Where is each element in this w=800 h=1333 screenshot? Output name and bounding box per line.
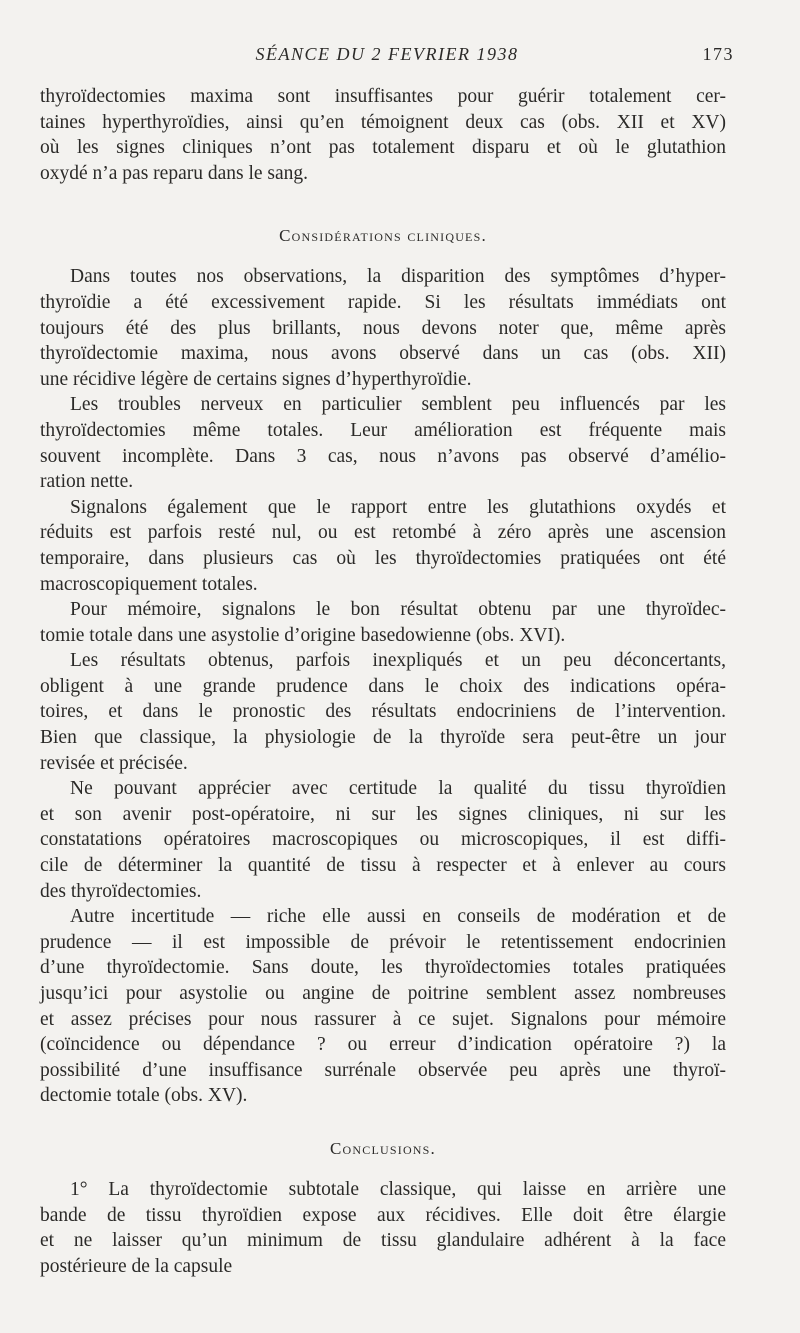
text-line: Bien que classique, la physiologie de la thyroïde sera peut-être un jour — [40, 727, 726, 749]
text-line: et assez précises pour nous rassurer à ce sujet. Signalons pour mémoire — [40, 1008, 726, 1030]
text-line: souvent incomplète. Dans 3 cas, nous n’avons pas observé d’amélio- — [40, 445, 726, 467]
text-line: Pour mémoire, signalons le bon résultat obtenu par une thyroïdec- — [70, 599, 726, 621]
text-line: postérieure de la capsule — [40, 1255, 233, 1277]
text-line: 1° La thyroïdectomie subtotale classique, qui laisse en arrière une — [70, 1178, 726, 1200]
text-line: Signalons également que le rapport entre les glutathions oxydés et — [70, 496, 726, 518]
text-line: dectomie totale (obs. XV). — [40, 1085, 248, 1107]
text-line: Les troubles nerveux en particulier semblent peu influencés par les — [70, 394, 726, 416]
paragraph — [40, 495, 726, 597]
text-line: et ne laisser qu’un minimum de tissu glandulaire adhérent à la face — [40, 1230, 726, 1252]
text-line: une récidive légère de certains signes d’hyperthyroïdie. — [40, 368, 472, 390]
text-line: possibilité d’une insuffisance surrénale observée peu après une thyroï- — [40, 1059, 726, 1081]
page-number: 173 — [702, 44, 734, 64]
text-line: Autre incertitude — riche elle aussi en conseils de modération et de — [70, 906, 726, 928]
paragraph — [40, 776, 726, 904]
text-line: où les signes cliniques n’ont pas totalement disparu et où le glutathion — [40, 137, 726, 159]
paragraph — [40, 264, 726, 392]
text-line: Ne pouvant apprécier avec certitude la qualité du tissu thyroïdien — [70, 778, 726, 800]
text-line: temporaire, dans plusieurs cas où les thyroïdectomies pratiquées ont été — [40, 547, 726, 569]
text-line: taines hyperthyroïdies, ainsi qu’en témoignent deux cas (obs. XII et XV) — [40, 111, 726, 133]
section-heading: Conclusions. — [330, 1138, 436, 1158]
text-line: jusqu’ici pour asystolie ou angine de poitrine semblent assez nombreuses — [40, 983, 726, 1004]
text-line: revisée et précisée. — [40, 752, 188, 774]
text-line: prudence — il est impossible de prévoir le retentissement endocrinien — [40, 931, 726, 953]
text-line: cile de déterminer la quantité de tissu à respecter et à enlever au cours — [40, 855, 726, 877]
section-heading: Considérations cliniques. — [279, 226, 487, 246]
text-line: toujours été des plus brillants, nous devons noter que, même après — [40, 317, 726, 339]
paragraph — [40, 904, 726, 1109]
text-line: Dans toutes nos observations, la disparition des symptômes d’hyper- — [70, 266, 726, 288]
text-line: bande de tissu thyroïdien expose aux récidives. Elle doit être élargie — [40, 1204, 726, 1226]
body-text — [40, 84, 726, 1279]
text-line: thyroïdectomies même totales. Leur amélioration est fréquente mais — [40, 419, 726, 441]
text-line: (coïncidence ou dépendance ? ou erreur d’indication opératoire ?) la — [40, 1034, 726, 1056]
text-line: obligent à une grande prudence dans le choix des indications opéra- — [40, 675, 726, 697]
text-line: ration nette. — [40, 471, 134, 493]
text-line: d’une thyroïdectomie. Sans doute, les thyroïdectomies totales pratiquées — [40, 957, 726, 979]
text-line: oxydé n’a pas reparu dans le sang. — [40, 162, 309, 184]
paragraph — [40, 392, 726, 494]
running-head — [40, 44, 734, 70]
text-line: Les résultats obtenus, parfois inexpliqués et un peu déconcertants, — [70, 650, 726, 672]
text-line: et son avenir post-opératoire, ni sur les signes cliniques, ni sur les — [40, 803, 726, 825]
text-line: constatations opératoires macroscopiques ou microscopiques, il est diffi- — [40, 829, 726, 851]
text-line: thyroïdie a été excessivement rapide. Si les résultats immédiats ont — [40, 291, 726, 313]
paragraph — [40, 84, 726, 186]
text-line: thyroïdectomie maxima, nous avons observé dans un cas (obs. XII) — [40, 343, 726, 365]
text-line: des thyroïdectomies. — [40, 880, 202, 902]
text-line: réduits est parfois resté nul, ou est retombé à zéro après une ascension — [40, 522, 726, 544]
text-line: thyroïdectomies maxima sont insuffisantes pour guérir totalement cer- — [40, 86, 726, 107]
paragraph — [40, 648, 726, 776]
paragraph — [40, 1177, 726, 1279]
paragraph — [40, 597, 726, 648]
text-line: toires, et dans le pronostic des résultats endocriniens de l’intervention. — [40, 701, 726, 723]
text-line: tomie totale dans une asystolie d’origine basedowienne (obs. XVI). — [40, 624, 566, 646]
running-title: SÉANCE DU 2 FEVRIER 1938 — [255, 44, 519, 64]
text-line: macroscopiquement totales. — [40, 573, 258, 595]
